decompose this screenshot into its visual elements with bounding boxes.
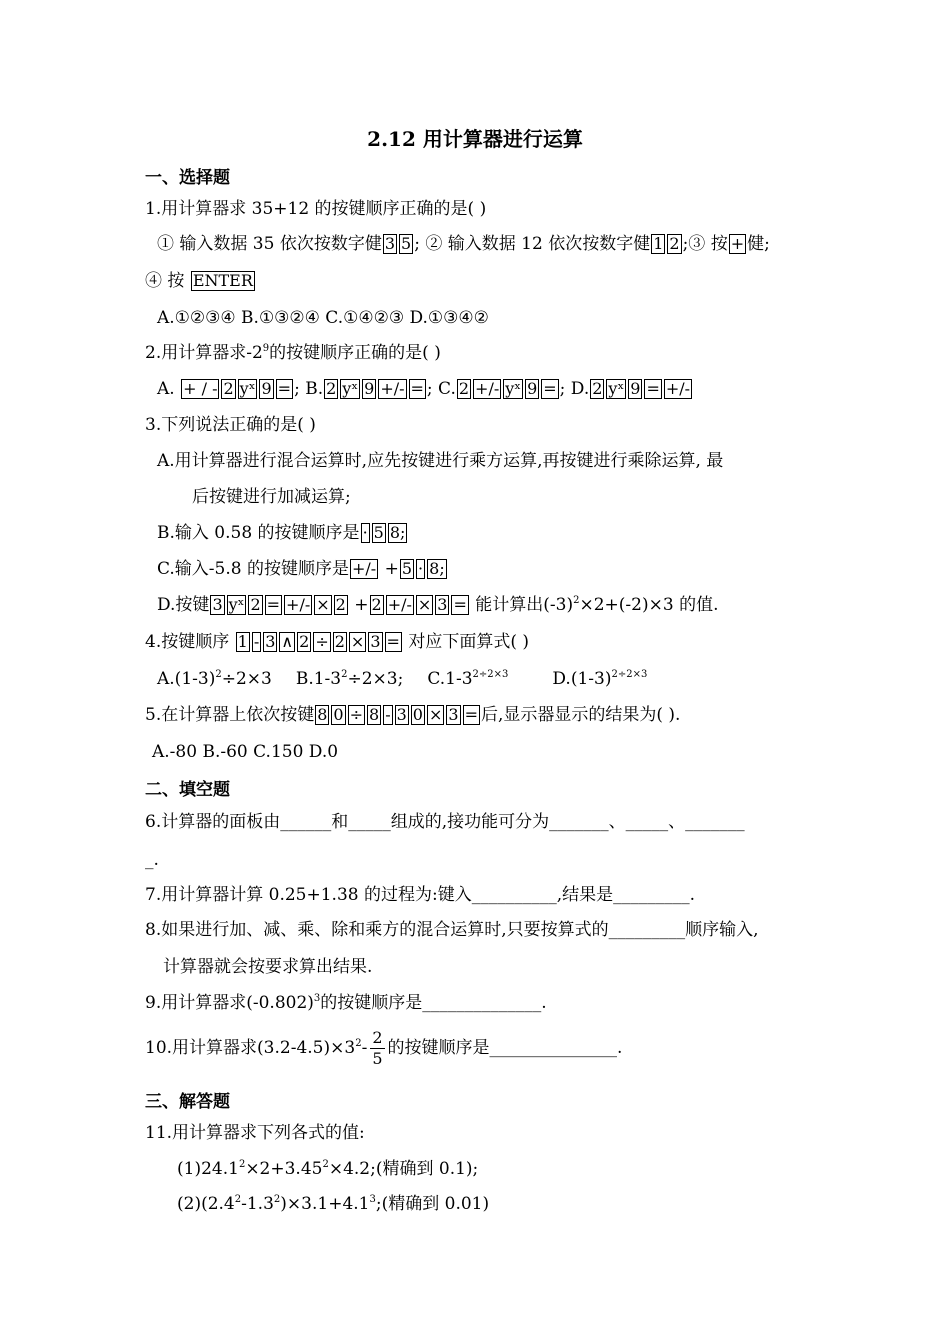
key: ∧ <box>281 632 294 651</box>
key: yˣ <box>239 379 256 398</box>
key: 5 <box>373 523 384 542</box>
key: 2 <box>223 379 234 398</box>
key: 2 <box>334 632 345 651</box>
q8-line2: 计算器就会按要求算出结果. <box>163 957 373 977</box>
key: 3 <box>448 705 459 724</box>
q6-line1: 6.计算器的面板由______和_____组成的,接功能可分为_______、_____、_______ <box>145 812 745 832</box>
key: 3 <box>265 632 276 651</box>
key: 3 <box>370 632 381 651</box>
q5-options: A.-80 B.-60 C.150 D.0 <box>152 742 339 762</box>
key: 1 <box>653 234 664 253</box>
key: 0 <box>333 705 344 724</box>
q11-part1: $(1)24.1^2\times 2+3.45^2\times 4.2$;(精确到 0.1); <box>177 1159 479 1179</box>
key: 2 <box>335 595 346 614</box>
key: 5 <box>401 559 413 578</box>
q8-line1: 8.如果进行加、减、乘、除和乘方的混合运算时,只要按算式的_________顺序输入, <box>145 920 759 940</box>
section-answer: 三、解答题 <box>145 1092 230 1112</box>
key: × <box>316 595 330 614</box>
key: +/- <box>352 559 377 578</box>
key: 3 <box>396 705 407 724</box>
key: +/- <box>665 379 691 398</box>
key: +/- <box>387 595 412 614</box>
q4-options: $A.(1-3)^2\div 2\times 3$ $B.1-3^2\div 2\times 3$; $C.1-3^{2\div 2\times 3}$ $D.(1-3)^{2\div 2\times 3}$ <box>157 669 648 689</box>
q2-stem: 2.用计算器求$-2^9$的按键顺序正确的是( ) <box>145 343 441 363</box>
key: 8 <box>369 705 380 724</box>
key: - <box>253 632 260 651</box>
key: 2 <box>592 379 603 398</box>
key: = <box>277 379 292 398</box>
key: × <box>350 632 365 651</box>
q5-stem: 5.在计算器上依次按键 8 0 ÷ 8 - 3 0 × 3 = 后,显示器显示的结果为( ). <box>145 705 681 725</box>
key: ENTER <box>192 271 253 290</box>
key: ÷ <box>349 705 364 724</box>
key: 9 <box>364 379 375 398</box>
q1-options: A.①②③④ B.①③②④ C.①④②③ D.①③④② <box>157 308 489 328</box>
key: = <box>410 379 424 398</box>
q1-line3: ④ 按 ENTER <box>145 271 253 291</box>
key: 0 <box>412 705 423 724</box>
key: × <box>428 705 443 724</box>
key: 2 <box>250 595 261 614</box>
key: - <box>385 705 391 724</box>
q11-part2: $(2)(2.4^2-1.3^2)\times 3.1+4.1^3$;(精确到 0.01) <box>177 1194 490 1214</box>
key: + / - <box>183 379 218 398</box>
key: 9 <box>630 379 641 398</box>
key: yˣ <box>608 379 625 398</box>
key: = <box>453 595 467 614</box>
key: = <box>464 705 478 724</box>
key: 3 <box>384 234 396 253</box>
key: × <box>417 595 432 614</box>
q3-option-c: C.输入-5.8 的按键顺序是 +/- + 5 · 8; <box>157 559 445 579</box>
key: 2 <box>326 379 337 398</box>
key: · <box>362 523 368 542</box>
fraction: $\frac{2}{5}$ <box>372 1028 383 1068</box>
q3-option-a-line1: A.用计算器进行混合运算时,应先按键进行乘方运算,再按键进行乘除运算, 最 <box>157 451 724 471</box>
q9: 9.用计算器求$(-0.802)^3$的按键顺序是______________. <box>145 993 547 1013</box>
key: +/- <box>286 595 311 614</box>
key: · <box>418 559 424 578</box>
key: +/- <box>475 379 500 398</box>
key: 2 <box>299 632 310 651</box>
key: 5 <box>401 234 412 253</box>
q3-option-b: B.输入 0.58 的按键顺序是 · 5 8; <box>157 523 406 543</box>
key: 3 <box>437 595 448 614</box>
key: yˣ <box>342 379 359 398</box>
q2-options: A. + / - 2 yˣ 9 = ; B. 2 yˣ 9 +/- = ; C. 2 +/- yˣ 9 = ; D. 2 yˣ 9 = +/- <box>157 379 691 399</box>
key: + <box>730 234 745 253</box>
key: 2 <box>458 379 470 398</box>
key: 3 <box>212 595 223 614</box>
q1-stem: 1.用计算器求 35+12 的按键顺序正确的是( ) <box>145 199 487 219</box>
q1-line2: ① 输入数据 35 依次按数字健 3 5 ; ② 输入数据 12 依次按数字健 1 2 ;③ 按 + 健; <box>157 234 770 254</box>
key: yˣ <box>228 595 245 614</box>
key: 8; <box>429 559 445 578</box>
section-fill-in: 二、填空题 <box>145 780 230 800</box>
q3-option-a-line2: 后按键进行加减运算; <box>192 487 351 507</box>
section-choice: 一、选择题 <box>145 168 230 188</box>
key: = <box>543 379 557 398</box>
key: +/- <box>380 379 405 398</box>
q3-option-d: D.按键 3 yˣ 2 = +/- × 2 + 2 +/- × 3 = 能计算出$(-3)^2\times 2+(-2)\times 3$ 的值. <box>157 595 719 615</box>
q3-stem: 3.下列说法正确的是( ) <box>145 415 316 435</box>
key: 9 <box>527 379 538 398</box>
key: 8; <box>389 523 406 542</box>
q7: 7.用计算器计算 0.25+1.38 的过程为:键入__________,结果是_________. <box>145 885 696 905</box>
page-title: 2.12 用计算器进行运算 <box>367 127 583 151</box>
key: = <box>646 379 660 398</box>
q4-stem: 4.按键顺序 1 - 3 ∧ 2 ÷ 2 × 3 = 对应下面算式( ) <box>145 632 529 652</box>
key: yˣ <box>505 379 522 398</box>
key: 8 <box>317 705 328 724</box>
key: 1 <box>237 632 248 651</box>
q10: 10.用计算器求$(3.2-4.5)\times 3^2-$ $\frac{2}{5}$ 的按键顺序是_______________. <box>145 1028 623 1068</box>
key: = <box>266 595 281 614</box>
key: = <box>386 632 400 651</box>
q11-stem: 11.用计算器求下列各式的值: <box>145 1123 365 1143</box>
key: 2 <box>669 234 680 253</box>
key: ÷ <box>315 632 329 651</box>
q6-line2: _. <box>145 850 159 870</box>
key: 9 <box>261 379 272 398</box>
key: 2 <box>371 595 382 614</box>
